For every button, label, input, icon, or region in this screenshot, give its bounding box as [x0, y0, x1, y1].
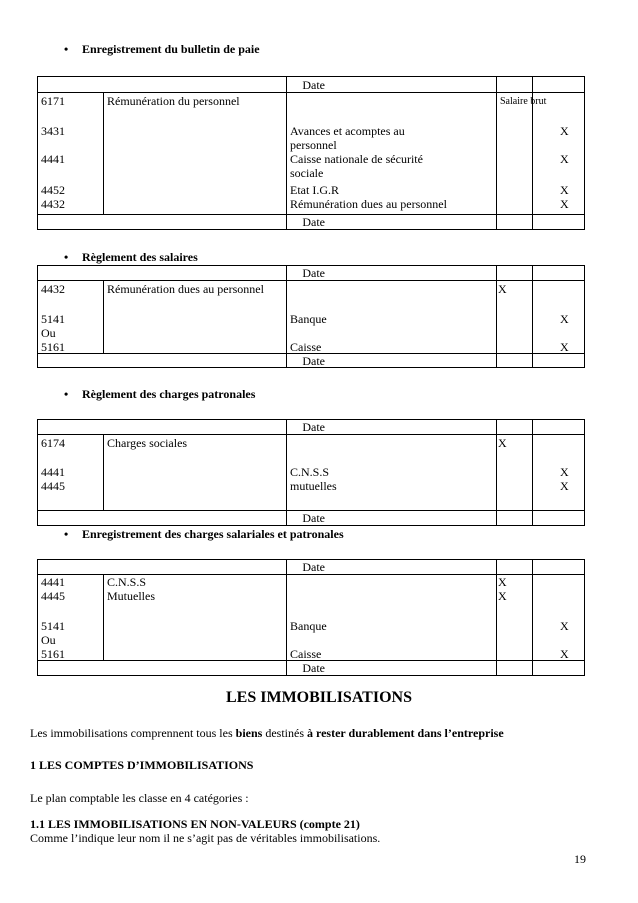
page-number: 19 [574, 852, 586, 866]
account-label: Rémunération du personnel [107, 94, 240, 108]
bullet-text: Enregistrement du bulletin de paie [82, 42, 260, 56]
account-label: Caisse nationale de sécurité [290, 152, 423, 166]
account-code: 4452 [41, 183, 65, 197]
account-label: Caisse [290, 647, 322, 661]
nonvaleurs-heading: 1.1 LES IMMOBILISATIONS EN NON-VALEURS (compte 21) [30, 817, 360, 831]
account-label: Etat I.G.R [290, 183, 339, 197]
bullet-reglement-charges-patronales [64, 387, 255, 402]
credit-mark: X [560, 152, 569, 166]
account-code: 4441 [41, 465, 65, 479]
account-code: 6174 [41, 436, 65, 450]
journal-table-charges-patronales [37, 419, 585, 526]
credit-mark: X [560, 465, 569, 479]
intro-text: destinés [262, 726, 307, 740]
account-code: 4432 [41, 197, 65, 211]
credit-mark: X [560, 647, 569, 661]
account-code: 3431 [41, 124, 65, 138]
salaire-brut-label: Salaire brut [500, 96, 547, 107]
date-header: Date [302, 420, 325, 434]
nonvaleurs-paragraph: Comme l’indique leur nom il ne s’agit pas de véritables immobilisations. [30, 831, 381, 845]
debit-mark: X [498, 282, 507, 296]
bullet-text: Règlement des charges patronales [82, 387, 256, 401]
debit-mark: X [498, 575, 507, 589]
section-heading: LES IMMOBILISATIONS [226, 689, 412, 706]
bullet-icon: • [64, 250, 69, 264]
intro-bold-text: à rester durablement dans l’entreprise [307, 726, 504, 740]
credit-mark: X [560, 124, 569, 138]
account-code: 5161 [41, 340, 65, 354]
journal-table-bulletin-paie [37, 76, 585, 230]
journal-table-charges-salariales [37, 559, 585, 676]
date-header: Date [302, 78, 325, 92]
date-footer: Date [302, 661, 325, 675]
bullet-icon: • [64, 527, 69, 541]
credit-mark: X [560, 619, 569, 633]
credit-mark: X [560, 312, 569, 326]
bullet-bulletin-paie [64, 42, 260, 57]
account-label: C.N.S.S [290, 465, 330, 479]
journal-table-reglement-salaires [37, 265, 585, 368]
date-header: Date [302, 560, 325, 574]
account-label: Rémunération dues au personnel [290, 197, 447, 211]
account-label: Mutuelles [107, 589, 155, 603]
intro-text: Les immobilisations comprennent tous les [30, 726, 236, 740]
account-code: 6171 [41, 94, 65, 108]
account-label: sociale [290, 166, 324, 180]
intro-bold-text: biens [235, 726, 263, 740]
account-label: Banque [290, 619, 327, 633]
date-footer: Date [302, 215, 325, 229]
account-code: 4441 [41, 152, 65, 166]
date-header: Date [302, 266, 325, 280]
account-code: 5161 [41, 647, 65, 661]
account-code: 5141 [41, 312, 65, 326]
account-label: Avances et acomptes au [290, 124, 405, 138]
account-label: Banque [290, 312, 327, 326]
account-label: C.N.S.S [107, 575, 147, 589]
account-label: mutuelles [290, 479, 337, 493]
date-footer: Date [302, 354, 325, 368]
intro-paragraph [30, 726, 504, 741]
bullet-icon: • [64, 42, 69, 56]
bullet-charges-salariales-patronales [64, 527, 344, 542]
comptes-heading: 1 LES COMPTES D’IMMOBILISATIONS [30, 758, 254, 772]
bullet-reglement-salaires [64, 250, 198, 265]
debit-mark: X [498, 589, 507, 603]
or-text: Ou [41, 326, 56, 340]
account-code: 5141 [41, 619, 65, 633]
credit-mark: X [560, 183, 569, 197]
debit-mark: X [498, 436, 507, 450]
credit-mark: X [560, 197, 569, 211]
account-label: Caisse [290, 340, 322, 354]
bullet-text: Enregistrement des charges salariales et patronales [82, 527, 344, 541]
account-code: 4445 [41, 589, 65, 603]
credit-mark: X [560, 340, 569, 354]
bullet-icon: • [64, 387, 69, 401]
or-text: Ou [41, 633, 56, 647]
bullet-text: Règlement des salaires [82, 250, 198, 264]
account-label: personnel [290, 138, 337, 152]
account-label: Charges sociales [107, 436, 188, 450]
account-code: 4432 [41, 282, 65, 296]
plan-paragraph: Le plan comptable les classe en 4 catégories : [30, 791, 249, 805]
account-label: Rémunération dues au personnel [107, 282, 264, 296]
account-code: 4441 [41, 575, 65, 589]
date-footer: Date [302, 511, 325, 525]
account-code: 4445 [41, 479, 65, 493]
credit-mark: X [560, 479, 569, 493]
